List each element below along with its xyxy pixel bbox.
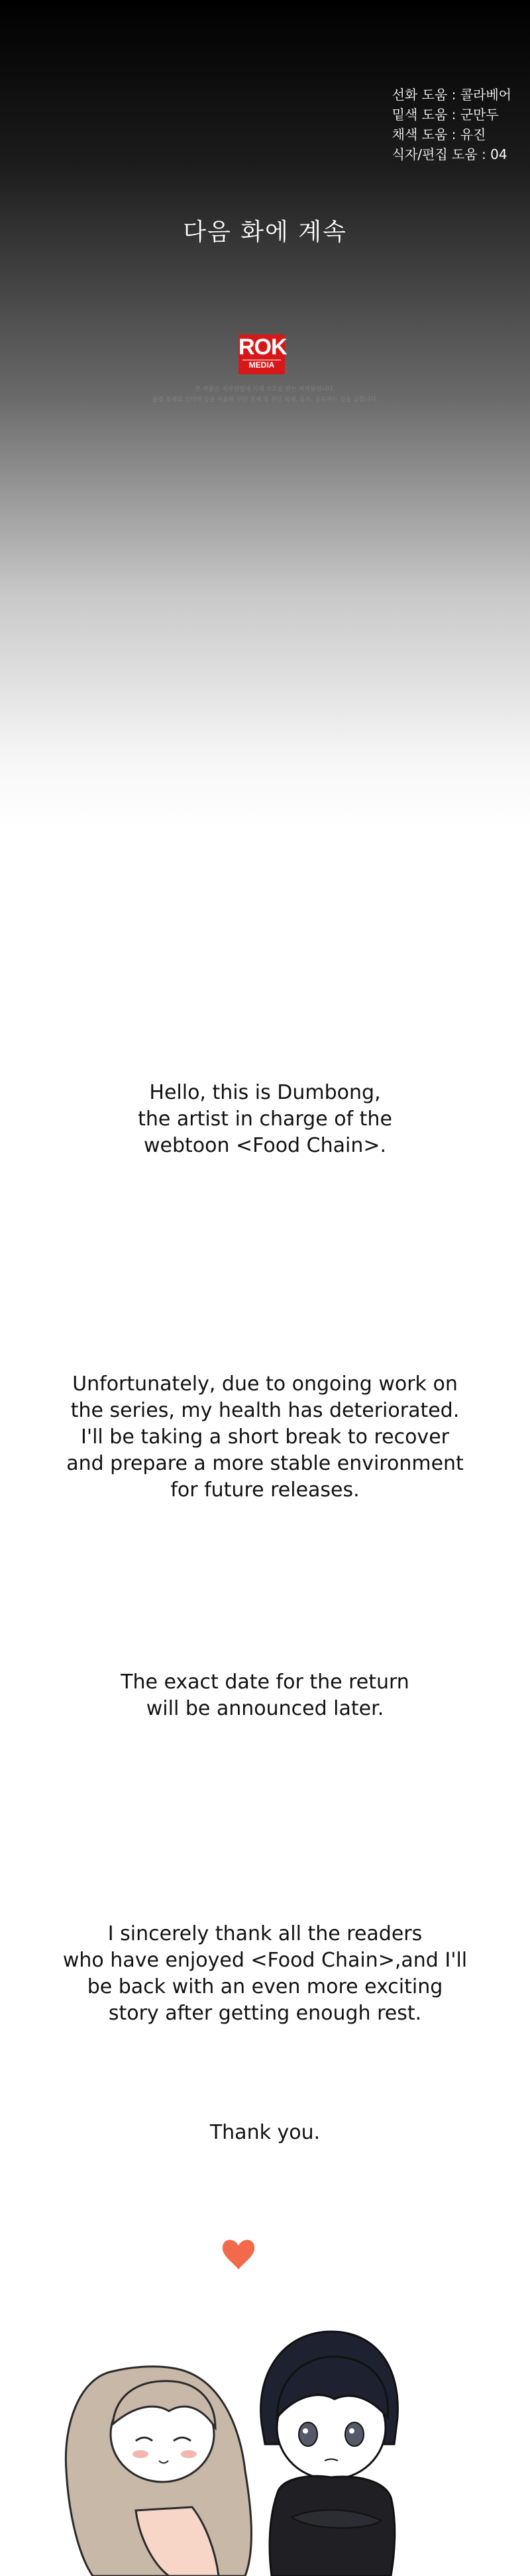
message-line: Hello, this is Dumbong, — [149, 1081, 381, 1104]
message-line: Thank you. — [209, 2121, 321, 2144]
logo-media: MEDIA — [242, 360, 281, 370]
message-line: webtoon <Food Chain>. — [143, 1134, 387, 1157]
credits — [392, 85, 511, 164]
closing-message — [0, 2120, 530, 2146]
notice-line: 불법 복제와 인터넷 등을 이용한 무단 전재 및 무단 복제, 유포, 공유하는 것을 금합니다. — [152, 397, 378, 403]
message-line: the artist in charge of the — [138, 1108, 392, 1131]
credit-line: 선화 도움 : 콜라베어 — [392, 87, 511, 103]
credit-line: 밑색 도움 : 군만두 — [392, 107, 499, 123]
notice-line: 본 작품은 저작권법에 의해 보호를 받는 저작물입니다. — [195, 386, 335, 393]
message-line: I'll be taking a short break to recover — [81, 1425, 449, 1449]
copyright-notice — [0, 384, 530, 405]
logo-rok: ROK — [238, 335, 287, 360]
heart-icon — [223, 2240, 254, 2269]
boy-character — [261, 2332, 398, 2576]
credit-line: 채색 도움 : 유진 — [392, 127, 486, 142]
message-line: story after getting enough rest. — [108, 2002, 422, 2025]
message-line: who have enjoyed <Food Chain>,and I'll — [62, 1949, 468, 1972]
message-line: I sincerely thank all the readers — [107, 1922, 423, 1945]
credit-line: 식자/편집 도움 : 04 — [392, 146, 507, 162]
to-be-continued-title: 다음 화에 계속 — [183, 219, 347, 246]
message-line: Unfortunately, due to ongoing work on — [72, 1372, 458, 1396]
message-line: will be announced later. — [146, 1697, 384, 1720]
greeting-message — [0, 1080, 530, 1159]
thanks-message — [0, 1921, 530, 2027]
return-message — [0, 1669, 530, 1722]
health-message — [0, 1371, 530, 1504]
message-line: the series, my health has deteriorated. — [70, 1399, 460, 1422]
message-line: for future releases. — [170, 1478, 360, 1502]
message-line: be back with an even more exciting — [87, 1975, 443, 1998]
message-line: The exact date for the return — [121, 1671, 409, 1694]
message-line: and prepare a more stable environment — [66, 1452, 464, 1475]
artist-illustration — [0, 2206, 530, 2576]
girl-character — [66, 2367, 251, 2576]
rok-media-logo — [238, 335, 285, 374]
